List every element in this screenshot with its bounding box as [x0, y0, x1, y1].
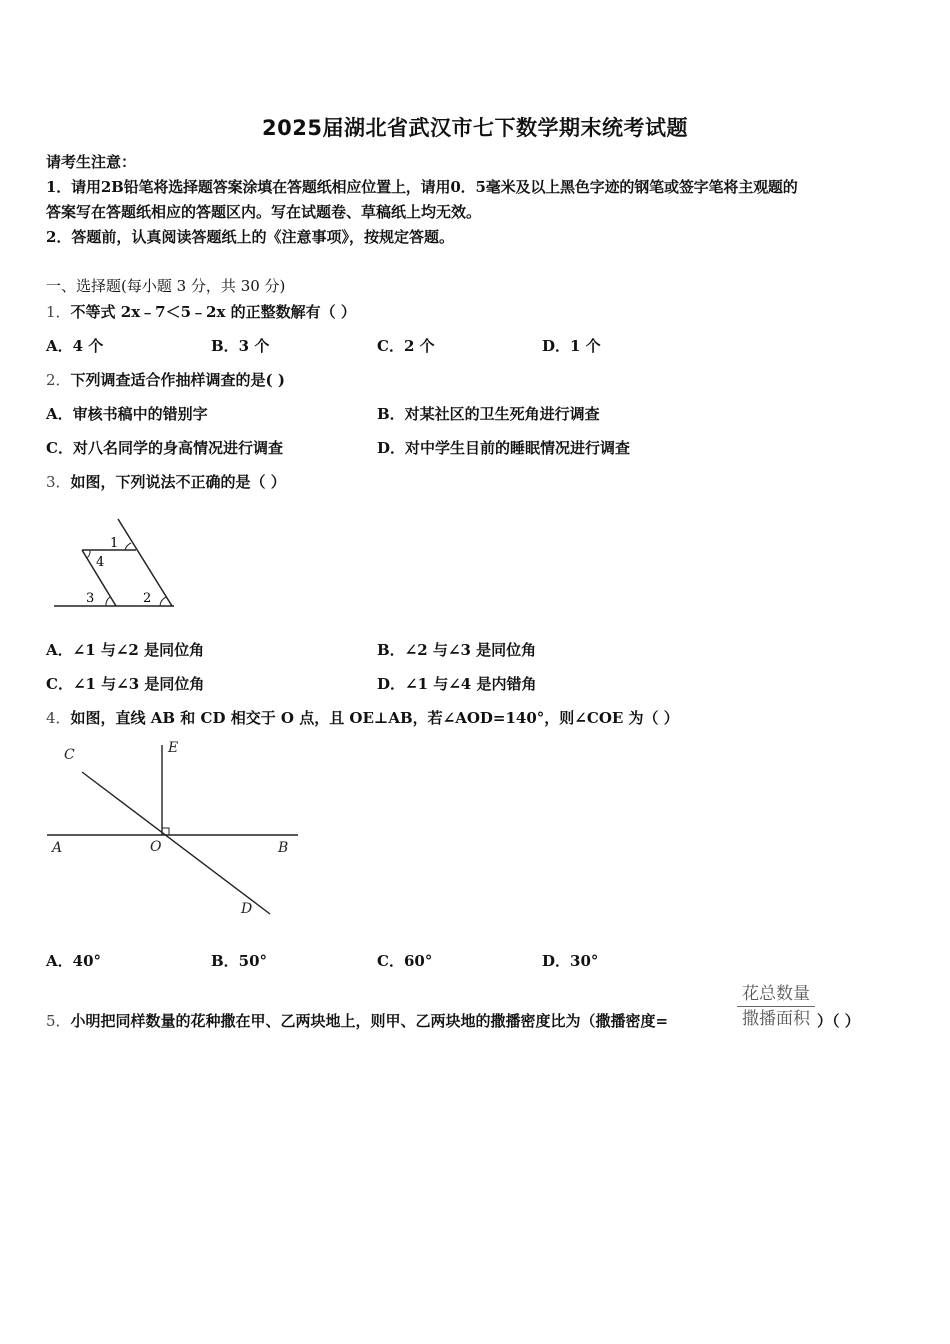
q2-option-b: B．对某社区的卫生死角进行调查: [377, 405, 600, 423]
q3-option-b: B．∠2 与∠3 是同位角: [377, 641, 537, 659]
line-cd: [82, 772, 270, 914]
label-c: C: [64, 747, 75, 763]
question-number: 5．: [46, 1012, 71, 1030]
question-stem: 如图，下列说法不正确的是（ ）: [70, 473, 286, 491]
label-b: B: [278, 840, 289, 856]
fraction-bar: [737, 1006, 815, 1007]
question-2: [46, 371, 285, 389]
question-number: 4．: [46, 709, 71, 727]
question-stem: 下列调查适合作抽样调查的是( ): [70, 371, 285, 389]
label-a: A: [52, 840, 63, 856]
question-5: [46, 1012, 668, 1030]
notice-line-2: 2．答题前，认真阅读答题纸上的《注意事项》，按规定答题。: [46, 228, 454, 246]
angle-label-1: 1: [110, 536, 119, 551]
question-stem: 不等式 2x﹣7＜5﹣2x 的正整数解有（ ）: [70, 303, 356, 321]
q1-option-c: C．2 个: [377, 337, 435, 355]
q4-option-a: A．40°: [46, 952, 102, 970]
q4-intersecting-lines-figure: [40, 735, 310, 925]
q2-option-a: A．审核书稿中的错别字: [46, 405, 208, 423]
notice-line-1a: 1．请用2B铅笔将选择题答案涂填在答题纸相应位置上，请用0．5毫米及以上黑色字迹的钢笔或签字笔将主观题的: [46, 178, 798, 196]
q1-option-b: B．3 个: [211, 337, 270, 355]
q4-option-b: B．50°: [211, 952, 268, 970]
question-3: [46, 473, 286, 491]
question-number: 1．: [46, 303, 71, 321]
q1-option-d: D．1 个: [542, 337, 601, 355]
label-d: D: [241, 901, 253, 917]
q3-option-a: A．∠1 与∠2 是同位角: [46, 641, 205, 659]
q2-option-d: D．对中学生目前的睡眠情况进行调查: [377, 439, 631, 457]
q4-option-d: D．30°: [542, 952, 599, 970]
angle-label-4: 4: [96, 555, 105, 570]
question-number: 3．: [46, 473, 71, 491]
notice-line-1b: 答案写在答题纸相应的答题区内。写在试题卷、草稿纸上均无效。: [46, 203, 482, 221]
question-4: [46, 709, 679, 727]
angle-label-3: 3: [86, 591, 95, 606]
fraction-denominator: 撒播面积: [742, 1009, 810, 1029]
q3-option-c: C．∠1 与∠3 是同位角: [46, 675, 205, 693]
label-o: O: [150, 839, 162, 855]
q3-option-d: D．∠1 与∠4 是内错角: [377, 675, 537, 693]
fraction-numerator: 花总数量: [742, 984, 810, 1004]
q3-parallelogram-figure: [52, 503, 187, 613]
question-stem-after: ）（ ）: [817, 1012, 860, 1030]
question-1: [46, 303, 356, 321]
angle-label-2: 2: [143, 591, 152, 606]
label-e: E: [168, 740, 179, 756]
q2-option-c: C．对八名同学的身高情况进行调查: [46, 439, 283, 457]
q4-option-c: C．60°: [377, 952, 433, 970]
density-fraction: [737, 983, 815, 1030]
q1-option-a: A．4 个: [46, 337, 104, 355]
question-stem-before: 小明把同样数量的花种撒在甲、乙两块地上，则甲、乙两块地的撒播密度比为（撒播密度=: [70, 1012, 669, 1030]
question-stem: 如图，直线 AB 和 CD 相交于 O 点，且 OE⊥AB，若∠AOD=140°，则∠COE 为（ ）: [70, 709, 679, 727]
question-number: 2．: [46, 371, 71, 389]
page-title: 2025届湖北省武汉市七下数学期末统考试题: [262, 116, 688, 140]
notice-heading: 请考生注意：: [46, 153, 137, 171]
section-heading: 一、选择题(每小题 3 分，共 30 分): [46, 277, 286, 295]
